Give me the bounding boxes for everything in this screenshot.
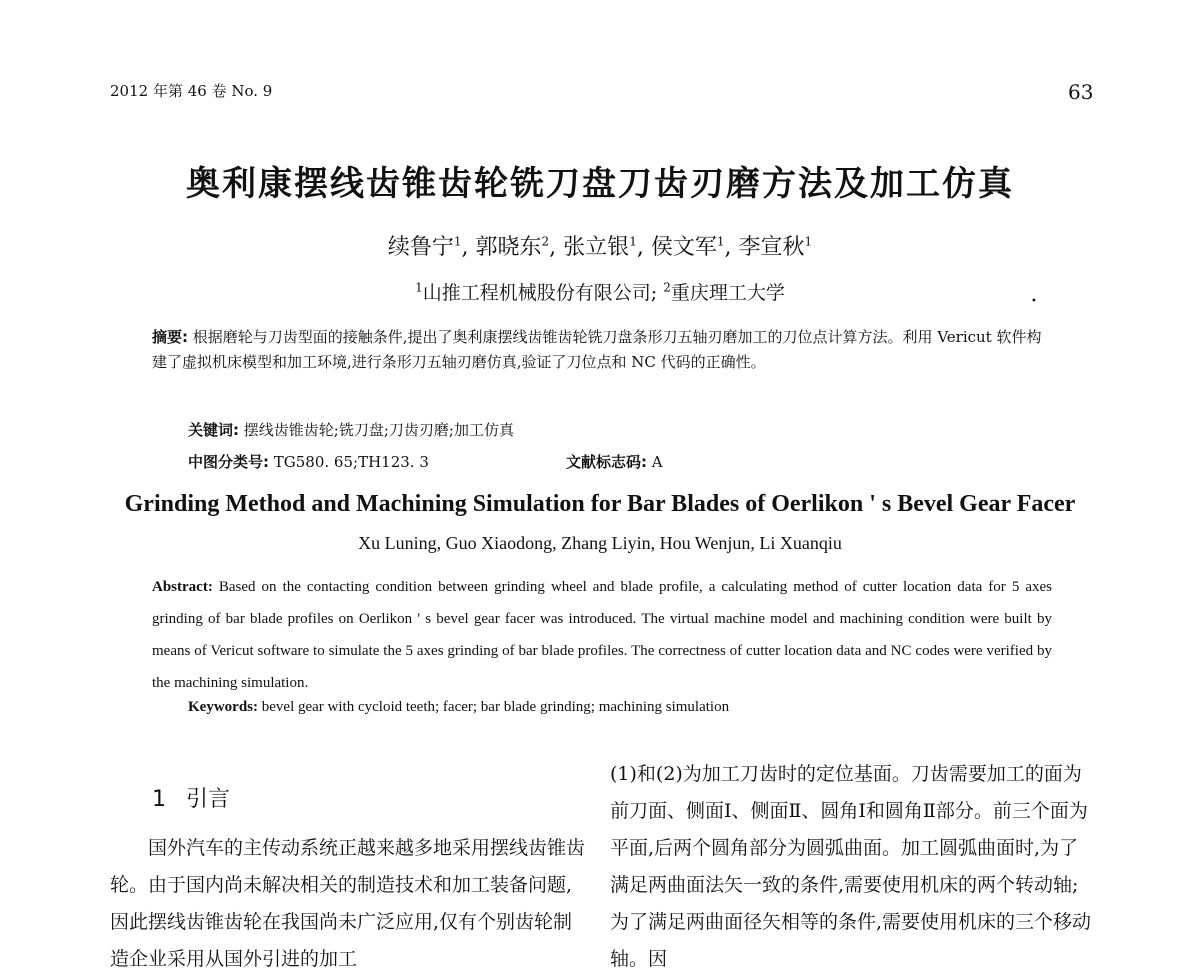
classification-cn-label: 中图分类号: [188,453,269,471]
keywords-cn-text: 摆线齿锥齿轮;铣刀盘;刀齿刃磨;加工仿真 [243,421,514,439]
keywords-cn [188,419,514,440]
section-number: 1 [152,787,166,812]
keywords-en-text: bevel gear with cycloid teeth; facer; bar blade grinding; machining simulation [261,699,730,715]
author-cn: 李宣秋$^1$ [738,234,813,260]
document-code-cn-label: 文献标志码: [566,453,647,471]
author-cn: 侯文军$^1$, [650,234,732,260]
affiliation: $^2$重庆理工大学 [663,280,785,304]
keywords-en [188,699,729,716]
affiliation: $^1$山推工程机械股份有限公司; [415,280,658,304]
author-cn: 续鲁宁$^1$, [387,234,469,260]
keywords-cn-label: 关键词: [188,421,239,439]
abstract-en-label: Abstract: [152,579,213,595]
classification-cn [188,451,429,472]
title-en: Grinding Method and Machining Simulation for Bar Blades of Oerlikon ' s Bevel Gear Facer [124,491,1076,517]
scan-dot: • [1031,296,1037,307]
page-number: 63 [1068,80,1094,104]
body-text-right: (1)和(2)为加工刀齿时的定位基面。刀齿需要加工的面为前刀面、侧面Ⅰ、侧面Ⅱ、圆角Ⅰ和圆角Ⅱ部分。前三个面为平面,后两个圆角部分为圆弧曲面。加工圆弧曲面时,为了满足两曲面法矢一致的条件,需要使用机床的两个转动轴;为了满足两曲面径矢相等的条件,需要使用机床的三个移动轴。因 [610,763,1092,970]
abstract-cn-text: 根据磨轮与刀齿型面的接触条件,提出了奥利康摆线齿锥齿轮铣刀盘条形刀五轴刃磨加工的刀位点计算方法。利用 Vericut 软件构建了虚拟机床模型和加工环境,进行条形刀五轴刃磨仿真,验证了刀位点和 NC 代码的正确性。 [152,328,1042,371]
author-cn: 郭晓东$^2$, [475,234,557,260]
keywords-en-label: Keywords: [188,699,258,715]
journal-info: 2012 年第 46 卷 No. 9 [110,82,273,100]
section-title: 引言 [186,787,231,812]
abstract-cn [152,325,1052,375]
authors-en: Xu Luning, Guo Xiaodong, Zhang Liyin, Hou Wenjun, Li Xuanqiu [358,533,842,553]
title-cn: 奥利康摆线齿锥齿轮铣刀盘刀齿刃磨方法及加工仿真 [186,164,1014,204]
authors-cn [0,230,1200,261]
classification-cn-text: TG580. 65;TH123. 3 [273,453,429,471]
document-code-cn [566,451,663,472]
section-heading [152,782,230,813]
abstract-en-text: Based on the contacting condition between grinding wheel and blade profile, a calculating method of cutter location data for 5 axes grinding of bar blade profiles on Oerlikon ' s bevel gear facer was introduced. The virtual machine model and machining condition were built by means of Vericut software to simulate the 5 axes grinding of bar blade profiles. The correctness of cutter location data and NC codes were verified by the machining simulation. [152,579,1052,691]
author-cn: 张立银$^1$, [563,234,644,260]
affiliations-cn [0,278,1200,305]
abstract-cn-label: 摘要: [152,328,188,346]
document-code-cn-text: A [651,453,663,471]
abstract-en [152,571,1052,699]
body-text-left: 国外汽车的主传动系统正越来越多地采用摆线齿锥齿轮。由于国内尚未解决相关的制造技术和加工装备问题,因此摆线齿锥齿轮在我国尚未广泛应用,仅有个别齿轮制造企业采用从国外引进的加工 [110,837,586,970]
